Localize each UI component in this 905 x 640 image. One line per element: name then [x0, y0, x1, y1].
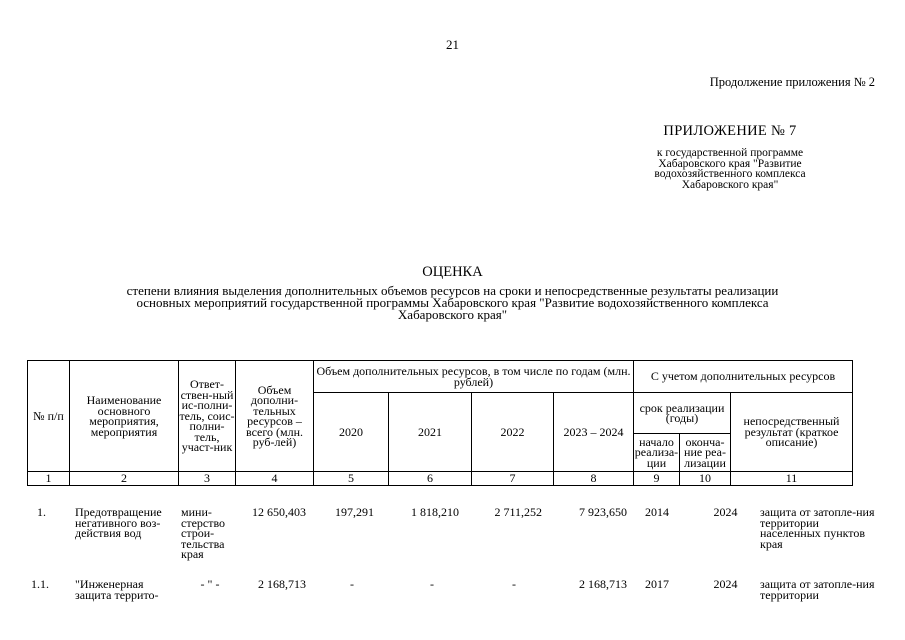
assessment-table — [27, 360, 853, 486]
continuation-note: Продолжение приложения № 2 — [709, 75, 875, 89]
header-total: Объем дополни-тельных ресурсов – всего (млн. руб-лей) — [236, 361, 314, 472]
subtitle-line: основных мероприятий государственной программы Хабаровского края "Развитие водохозяйственного комплекса — [136, 295, 769, 310]
header-num: № п/п — [28, 361, 70, 472]
header-result: непосредственный результат (краткое описание) — [731, 393, 853, 472]
appendix-line: к государственной программе — [656, 147, 804, 159]
appendix-line: Хабаровского края "Развитие — [658, 157, 802, 170]
document-title: ОЦЕНКА — [422, 264, 483, 280]
header-years-group: Объем дополнительных ресурсов, в том числе по годам (млн. рублей) — [314, 361, 634, 393]
column-number: 10 — [680, 472, 731, 486]
row-start: 2014 — [645, 505, 669, 519]
header-with-resources: С учетом дополнительных ресурсов — [634, 361, 853, 393]
row-total: 2 168,713 — [258, 577, 306, 591]
row-2021: - — [430, 577, 434, 591]
row-result: защита от затопле-ния территории — [760, 577, 875, 602]
header-name: Наименование основного мероприятия, мероприятия — [70, 361, 179, 472]
column-number: 8 — [554, 472, 634, 486]
row-result: защита от затопле-ния территории населенных пунктов края — [760, 505, 875, 551]
appendix-title: ПРИЛОЖЕНИЕ № 7 — [663, 123, 797, 139]
row-2021: 1 818,210 — [411, 505, 459, 519]
row-name: "Инженерная защита террито- — [75, 577, 159, 602]
header-year: 2023 – 2024 — [554, 393, 634, 472]
row-num: 1.1. — [31, 577, 49, 591]
appendix-block — [612, 123, 848, 190]
row-start: 2017 — [645, 577, 669, 591]
column-number: 6 — [389, 472, 472, 486]
row-2022: - — [512, 577, 516, 591]
row-total: 12 650,403 — [252, 505, 306, 519]
column-number: 1 — [28, 472, 70, 486]
row-2022: 2 711,252 — [494, 505, 542, 519]
column-number: 9 — [634, 472, 680, 486]
header-start: начало реализа-ции — [634, 434, 679, 470]
row-end: 2024 — [713, 505, 738, 519]
header-executor: Ответ-ствен-ный ис-полни-тель, соис-полни-тель, участ-ник — [179, 361, 236, 472]
header-year: 2021 — [389, 393, 472, 472]
row-executor: мини-стерство строи-тельства края — [181, 505, 226, 561]
column-number: 3 — [179, 472, 236, 486]
page-number: 21 — [446, 37, 459, 52]
column-number: 11 — [731, 472, 853, 486]
row-2023-2024: 2 168,713 — [579, 577, 627, 591]
row-num: 1. — [37, 505, 46, 519]
column-number: 2 — [70, 472, 179, 486]
header-end: оконча-ние реа-лизации — [680, 434, 731, 472]
row-end: 2024 — [713, 577, 738, 591]
document-subtitle — [40, 285, 865, 321]
appendix-line: Хабаровского края" — [681, 178, 779, 191]
column-number: 7 — [472, 472, 554, 486]
subtitle-line: степени влияния выделения дополнительных объемов ресурсов на сроки и непосредственные результаты реализации — [126, 283, 779, 298]
row-2020: - — [350, 577, 354, 591]
row-2020: 197,291 — [335, 505, 374, 519]
header-year: 2020 — [314, 393, 389, 472]
row-2023-2024: 7 923,650 — [579, 505, 627, 519]
appendix-line: водохозяйственного комплекса — [654, 168, 806, 180]
header-year: 2022 — [472, 393, 554, 472]
header-term: срок реализации (годы) — [634, 393, 731, 434]
row-executor: - " - — [200, 577, 220, 591]
column-number: 4 — [236, 472, 314, 486]
column-number: 5 — [314, 472, 389, 486]
row-name: Предотвращение негативного воз-действия вод — [75, 505, 162, 540]
subtitle-line: Хабаровского края" — [397, 307, 508, 322]
